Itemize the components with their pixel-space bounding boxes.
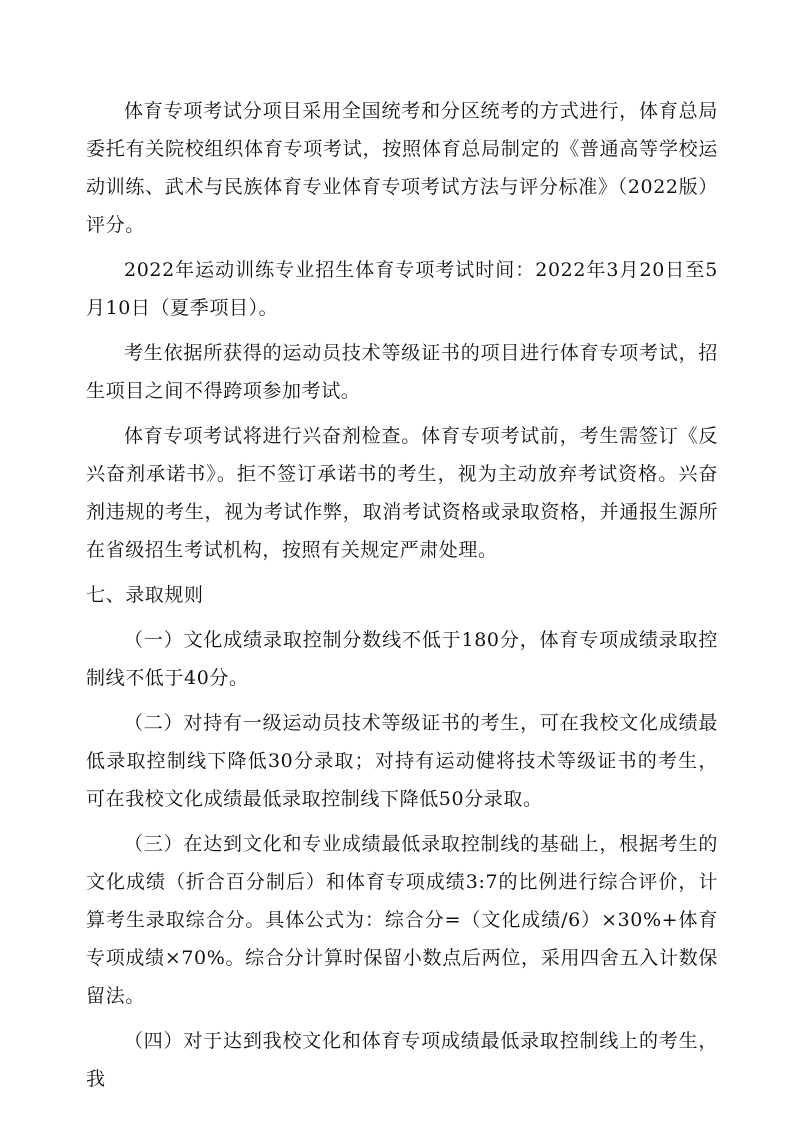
document-body <box>86 92 718 1105</box>
rule-item-2: （二）对持有一级运动员技术等级证书的考生，可在我校文化成绩最低录取控制线下降低30分录取；对持有运动健将技术等级证书的考生，可在我校文化成绩最低录取控制线下降低50分录取。 <box>86 712 718 810</box>
paragraph-exam-method: 体育专项考试分项目采用全国统考和分区统考的方式进行，体育总局委托有关院校组织体育专项考试，按照体育总局制定的《普通高等学校运动训练、武术与民族体育专业体育专项考试方法与评分标准》（2022版）评分。 <box>86 100 718 236</box>
paragraph-exam-items: 考生依据所获得的运动员技术等级证书的项目进行体育专项考试，招生项目之间不得跨项参加考试。 <box>86 342 718 402</box>
section-heading-admission-rules: 七、录取规则 <box>86 584 204 606</box>
paragraph-doping-check: 体育专项考试将进行兴奋剂检查。体育专项考试前，考生需签订《反兴奋剂承诺书》。拒不签订承诺书的考生，视为主动放弃考试资格。兴奋剂违规的考生，视为考试作弊，取消考试资格或录取资格，并通报生源所在省级招生考试机构，按照有关规定严肃处理。 <box>86 425 718 561</box>
paragraph-exam-time: 2022年运动训练专业招生体育专项考试时间：2022年3月20日至5月10日（夏季项目）。 <box>86 259 718 319</box>
rule-item-4: （四）对于达到我校文化和体育专项成绩最低录取控制线上的考生，我 <box>86 1030 718 1090</box>
rule-item-3: （三）在达到文化和专业成绩最低录取控制线的基础上，根据考生的文化成绩（折合百分制后）和体育专项成绩3:7的比例进行综合评价，计算考生录取综合分。具体公式为：综合分=（文化成绩/6）×30%+体育专项成绩×70%。综合分计算时保留小数点后两位，采用四舍五入计数保留法。 <box>86 833 718 1007</box>
rule-item-1: （一）文化成绩录取控制分数线不低于180分，体育专项成绩录取控制线不低于40分。 <box>86 629 718 689</box>
